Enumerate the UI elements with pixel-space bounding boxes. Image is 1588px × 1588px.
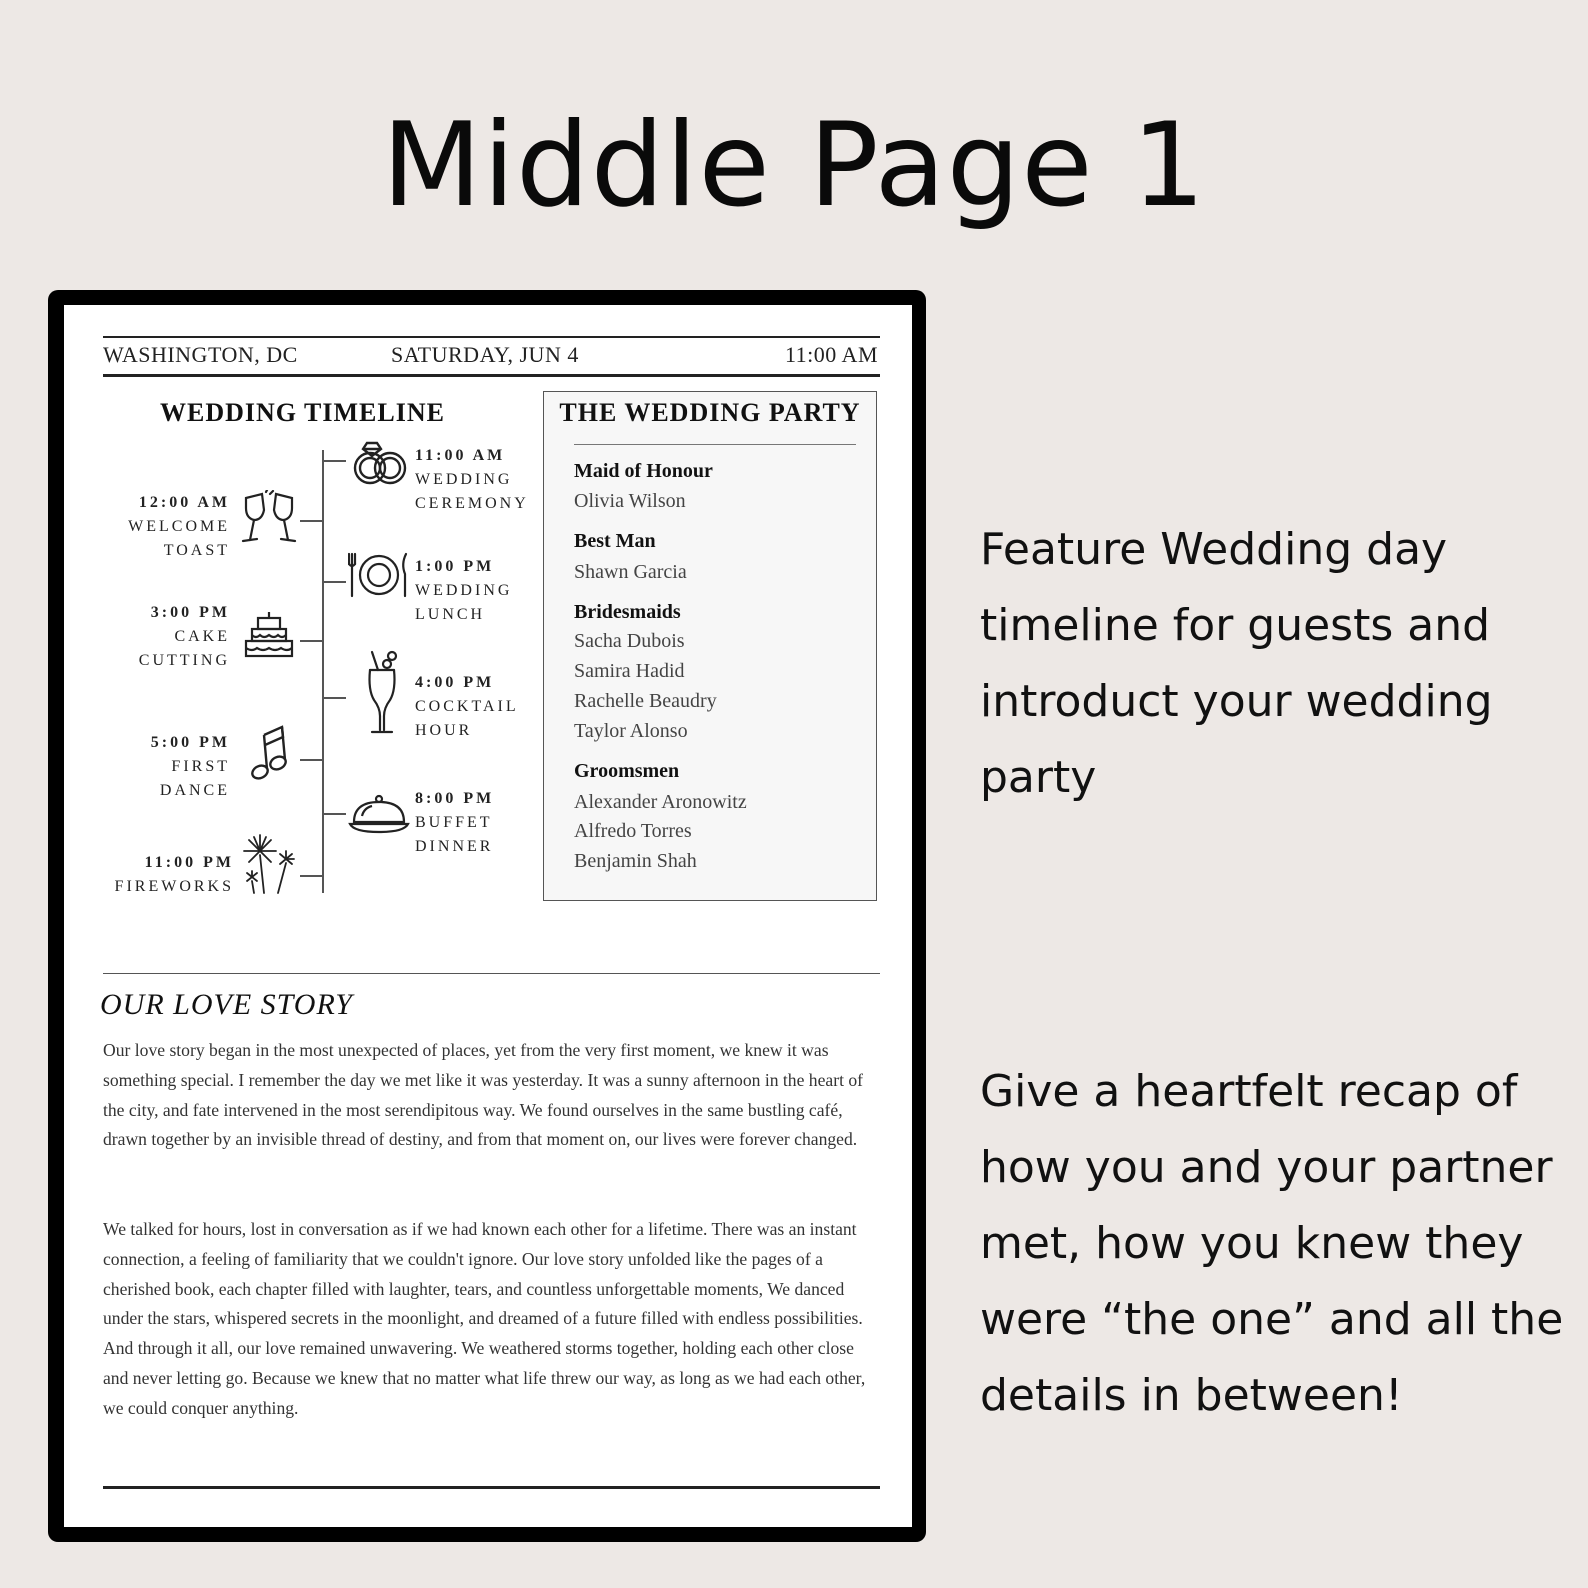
header-top-rule [103,336,880,338]
event-time: 8:00 PM [415,790,495,807]
party-member: Taylor Alonso [574,720,688,742]
footer-rule [103,1486,880,1489]
caption-timeline: Feature Wedding day timeline for guests and introduct your wedding party [980,524,1493,803]
timeline-event-cake [104,601,230,673]
party-member: Olivia Wilson [574,490,686,512]
timeline-event-ceremony [415,444,529,516]
best-man-role: Best Man [574,530,656,552]
cloche-icon [348,794,410,836]
timeline-axis [322,450,324,893]
music-note-icon [250,725,290,783]
timeline-event-cocktail [415,671,519,743]
event-label-2: DANCE [159,782,230,799]
love-story-title: OUR LOVE STORY [100,988,353,1021]
event-label-2: CEREMONY [415,495,529,512]
timeline-tick [324,813,346,815]
event-label-1: WEDDING [415,471,513,488]
event-time: 12:00 AM [138,494,230,511]
event-label-2: CUTTING [138,652,230,669]
event-label-2: HOUR [415,722,473,739]
rings-icon [350,440,410,488]
timeline-tick [324,460,346,462]
event-label-1: BUFFET [415,814,493,831]
event-time: 1:00 PM [415,558,495,575]
timeline-tick [324,697,346,699]
timeline-title: WEDDING TIMELINE [160,398,445,427]
fireworks-icon [240,833,298,895]
timeline-tick [300,640,322,642]
groomsmen-role: Groomsmen [574,760,680,782]
header-bottom-rule [103,374,880,377]
event-label-1: WELCOME [128,518,230,535]
timeline-tick [300,875,322,877]
party-member: Sacha Dubois [574,630,685,652]
wedding-party-box [543,391,877,901]
time-text: 11:00 AM [784,342,878,367]
event-label-1: FIREWORKS [114,878,234,895]
love-story-paragraph-1: Our love story began in the most unexpected of places, yet from the very first moment, we knew it was something special. I remember the day we met like it was yesterday. It was a sunny afternoon in the heart of the city, and fate intervened in the most serendipitous way. We found ourselves in the same bustling café, drawn together by an invisible thread of destiny, and from that moment on, our lives were forever changed. [103,1040,864,1150]
cake-icon [244,612,294,662]
page-heading: Middle Page 1 [381,98,1207,233]
love-story-paragraph-2: We talked for hours, lost in conversation as if we had known each other for a lifetime. There was an instant connection, a feeling of familiarity that we couldn't ignore. Our love story unfolded like the pages of a cherished book, each chapter filled with laughter, tears, and countless unforgettable moments, We danced under the stars, whispered secrets in the moonlight, and dreamed of a future filled with endless possibilities. And through it all, our love remained unwavering. We weathered storms together, holding each other close and never letting go. Because we knew that no matter what life threw our way, as long as we had each other, we could conquer anything. [103,1219,866,1418]
event-label-1: WEDDING [415,582,513,599]
timeline-event-lunch [415,555,512,627]
timeline-event-toast [104,491,230,563]
timeline-tick [300,520,322,522]
date-text: SATURDAY, JUN 4 [391,342,579,367]
event-time: 5:00 PM [150,734,230,751]
event-label-2: DINNER [415,838,494,855]
event-label-1: CAKE [174,628,230,645]
party-member: Shawn Garcia [574,561,687,583]
event-time: 11:00 PM [144,854,234,871]
party-member: Rachelle Beaudry [574,690,717,712]
cocktail-icon [364,648,404,736]
timeline-event-fireworks [104,851,234,899]
event-time: 3:00 PM [150,604,230,621]
party-member: Samira Hadid [574,660,685,682]
story-divider [103,973,880,974]
event-time: 11:00 AM [415,447,506,464]
party-member: Alexander Aronowitz [574,791,747,813]
caption-love-story: Give a heartfelt recap of how you and your partner met, how you knew they were “the one” and all the details in between! [980,1066,1564,1421]
timeline-event-buffet [415,787,494,859]
location-text: WASHINGTON, DC [103,342,298,367]
maid-of-honour-role: Maid of Honour [574,460,713,482]
champagne-toast-icon [236,490,302,548]
event-label-1: COCKTAIL [415,698,519,715]
event-label-2: LUNCH [415,606,486,623]
timeline-tick [300,759,322,761]
plate-cutlery-icon [348,550,410,600]
party-member: Benjamin Shah [574,850,697,872]
timeline-event-dance [104,731,230,803]
party-member: Alfredo Torres [574,820,692,842]
event-time: 4:00 PM [415,674,495,691]
party-divider [574,444,856,445]
bridesmaids-role: Bridesmaids [574,601,681,623]
event-label-2: TOAST [163,542,230,559]
timeline-tick [324,581,346,583]
party-title: THE WEDDING PARTY [559,398,861,427]
event-label-1: FIRST [171,758,230,775]
